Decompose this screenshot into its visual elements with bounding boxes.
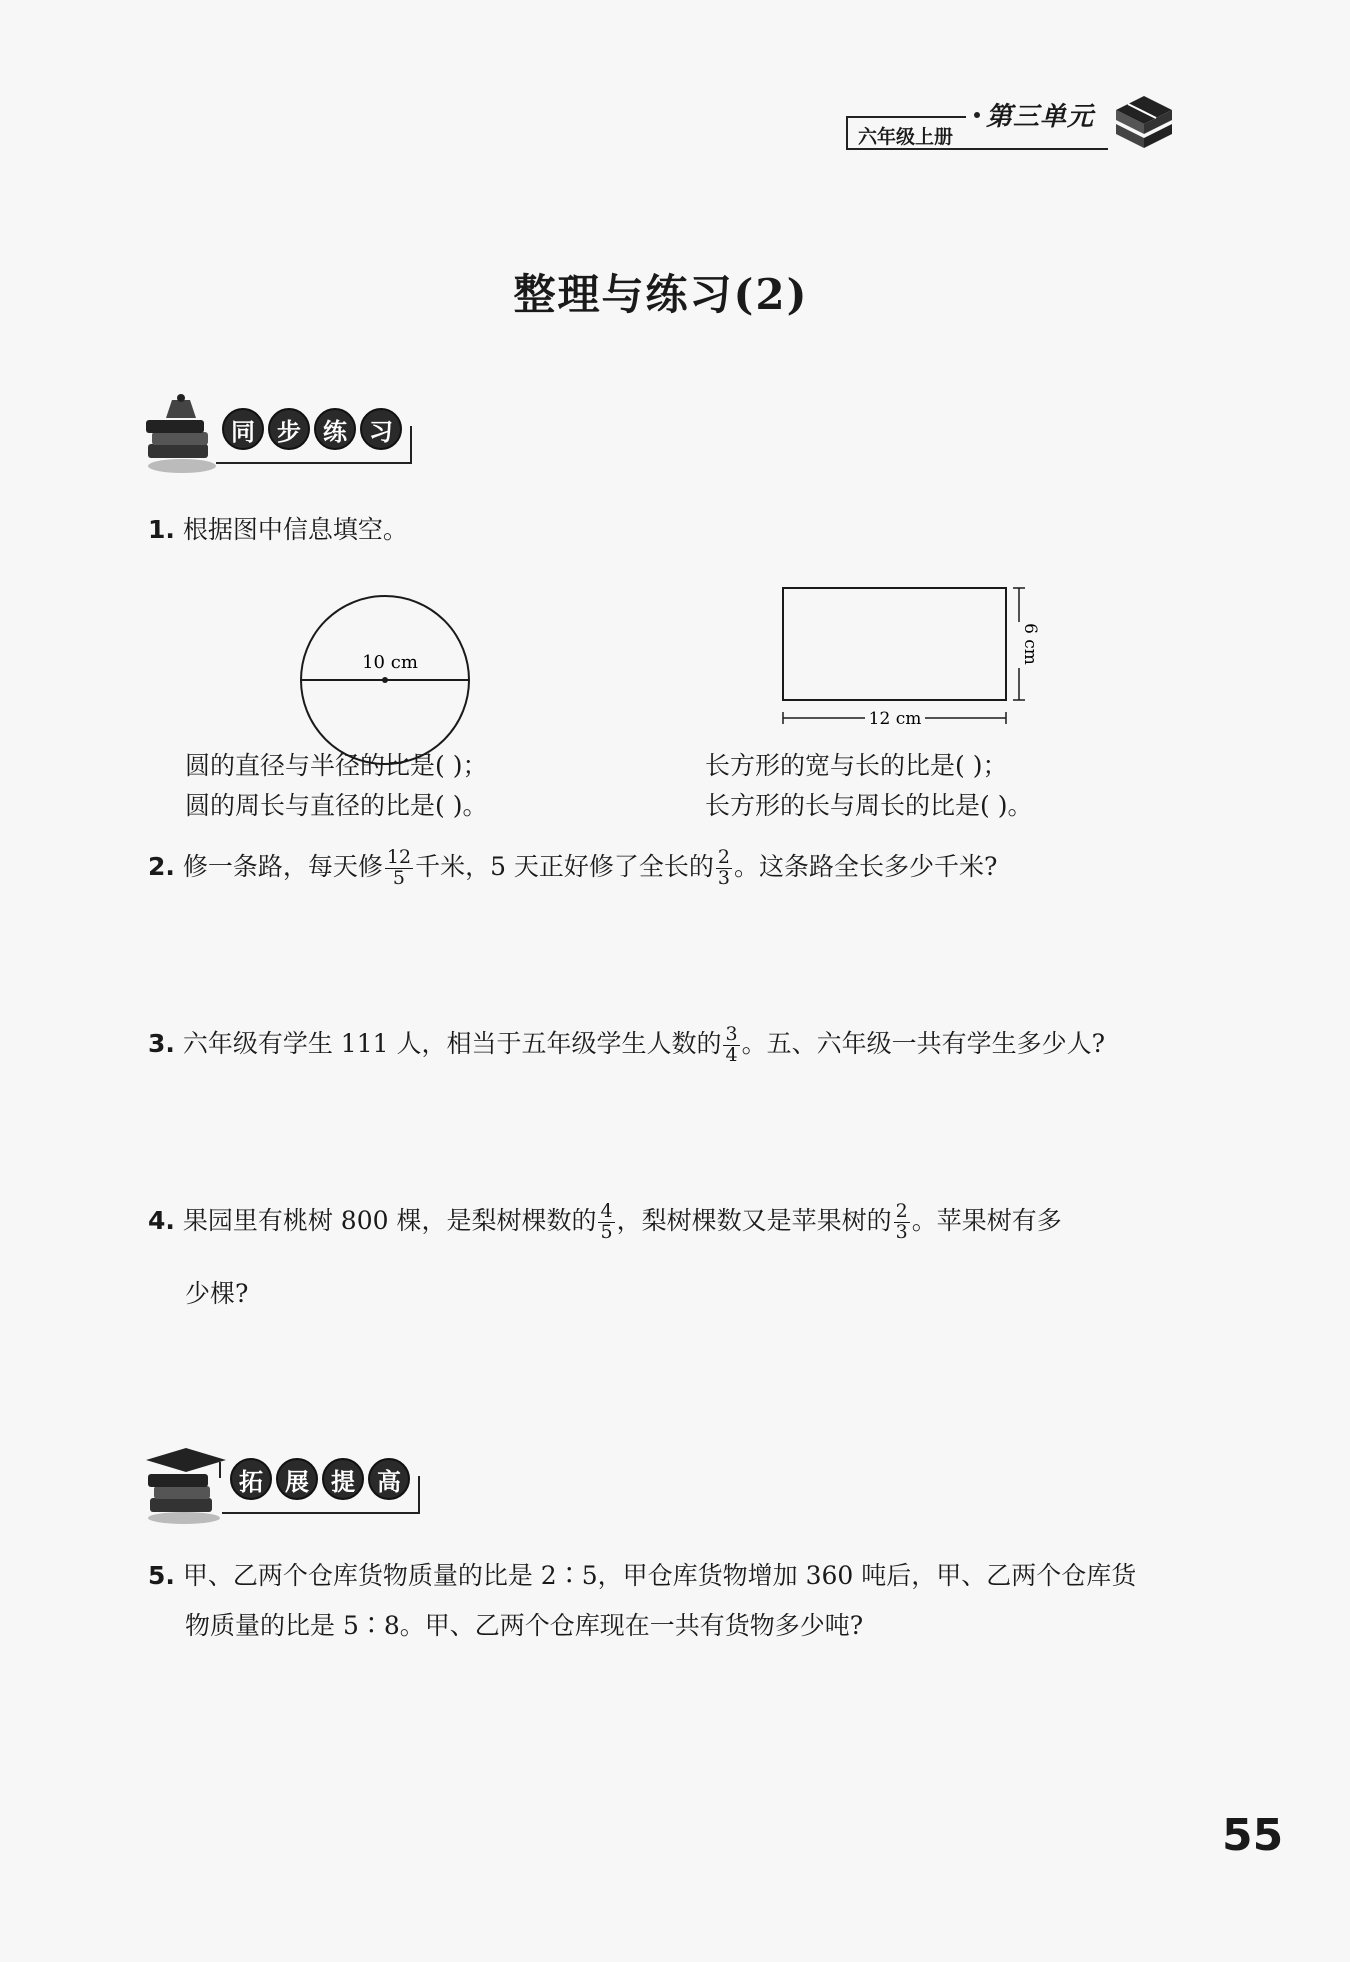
question-text: ，梨树棵数又是苹果树的 [616,1205,892,1235]
header-rule-left [846,118,848,150]
section-extension [230,1458,410,1500]
rect-width-label: 6 cm [1020,623,1040,665]
header-rule-top [846,116,966,118]
badge-char: 步 [268,408,310,450]
question-number: 5. [148,1561,175,1590]
question-3 [148,1025,1105,1066]
question-number: 3. [148,1028,175,1058]
question-5 [148,1558,1136,1593]
circle-diameter-label: 10 cm [362,652,418,673]
badge-char: 提 [322,1458,364,1500]
question-2 [148,848,997,889]
question-number: 1. [148,515,175,544]
circle-figure [290,585,480,775]
section-underline-end [410,426,412,464]
question-text: 甲、乙两个仓库货物质量的比是 2∶5，甲仓库货物增加 360 吨后，甲、乙两个仓库货 [182,1561,1137,1590]
question-text: 六年级有学生 111 人，相当于五年级学生人数的 [182,1028,722,1058]
fraction: $\frac{3}{4}$ [725,1023,738,1066]
question-5-continued: 物质量的比是 5∶8。甲、乙两个仓库现在一共有货物多少吨? [185,1611,864,1640]
fraction: $\frac{2}{3}$ [895,1200,908,1243]
question-text: 。五、六年级一共有学生多少人? [741,1028,1105,1058]
rect-length-label: 12 cm [868,709,922,729]
badge-char: 练 [314,408,356,450]
question-text: 。苹果树有多 [911,1205,1062,1235]
question-number: 4. [148,1205,175,1235]
grad-cap-books-icon [142,1444,228,1526]
question-text: 千米，5 天正好修了全长的 [415,851,714,881]
question-text: 修一条路，每天修 [182,851,383,881]
grade-label: 六年级上册 [858,126,954,148]
section-underline-end [418,1476,420,1514]
lamp-books-icon [142,392,222,476]
badge-char: 同 [222,408,264,450]
fraction: $\frac{12}{5}$ [386,846,412,889]
badge-char: 展 [276,1458,318,1500]
fraction: $\frac{2}{3}$ [717,846,731,889]
blank-rect-length-perimeter: 长方形的长与周长的比是( )。 [705,791,1033,820]
blank-circle-circumference-diameter: 圆的周长与直径的比是( )。 [185,791,488,820]
unit-label: 第三单元 [986,102,1095,132]
books-icon [1108,88,1178,158]
page-number: 55 [1222,1810,1284,1861]
section-underline [222,1512,420,1514]
blank-rect-width-length: 长方形的宽与长的比是( )； [705,751,1008,780]
question-text: 果园里有桃树 800 棵，是梨树棵数的 [182,1205,597,1235]
unit-dot [974,112,980,118]
section-sync-practice [222,408,402,450]
question-1 [148,512,408,547]
fraction: $\frac{4}{5}$ [600,1200,613,1243]
blank-circle-diameter-radius: 圆的直径与半径的比是( )； [185,751,488,780]
badge-char: 高 [368,1458,410,1500]
question-text: 。这条路全长多少千米? [734,851,998,881]
rectangle-figure [775,582,1045,734]
page-title: 整理与练习(2) [513,270,809,319]
badge-char: 拓 [230,1458,272,1500]
question-4 [148,1202,1062,1243]
question-4-continued: 少棵? [185,1279,249,1308]
badge-char: 习 [360,408,402,450]
section-underline [216,462,412,464]
question-number: 2. [148,851,175,881]
question-text: 根据图中信息填空。 [182,515,408,544]
